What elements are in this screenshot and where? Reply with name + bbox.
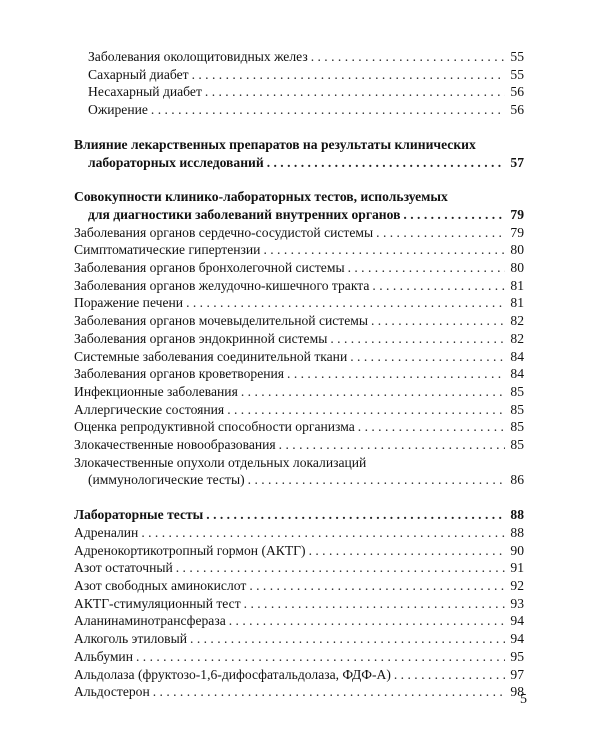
toc-entry-title: Алкоголь этиловый [74,631,188,647]
toc-entry-page: 88 [510,507,524,523]
leader-dots [229,612,505,630]
toc-entry-page: 98 [510,684,524,700]
toc-entry-page: 80 [510,260,524,276]
toc-entry-page: 55 [510,49,524,64]
toc-entry-page: 56 [510,102,524,118]
toc-entry [74,277,524,295]
toc-entry-page: 85 [510,437,524,453]
toc-entry-page: 85 [510,401,524,417]
leader-dots [192,66,505,84]
toc-entry-page: 57 [510,154,524,170]
leader-dots [190,630,505,648]
leader-dots [249,577,505,595]
leader-dots [376,224,505,242]
toc-entry-title: Альдостерон [74,684,150,700]
leader-dots [358,418,505,436]
toc-entry [74,630,524,648]
leader-dots [263,241,505,259]
toc-entry-title: Азот остаточный [74,560,173,576]
toc-entry [74,348,524,366]
toc-entry [74,401,524,419]
leader-dots [136,648,505,666]
leader-dots [241,383,505,401]
toc-entry-page: 95 [510,648,524,664]
toc-entry [74,330,524,348]
toc-entry [74,666,524,684]
toc-entry-title: Заболевания органов эндокринной системы [74,330,328,346]
toc-entry-page: 94 [510,613,524,629]
leader-dots [394,666,505,684]
toc-entry-title: Поражение печени [74,295,184,311]
toc-entry-title: (иммунологические тесты) [88,472,245,488]
toc-entry [74,418,524,436]
leader-dots [151,101,505,119]
table-of-contents [74,48,524,701]
toc-entry-page: 82 [510,313,524,329]
toc-entry [74,294,524,312]
leader-dots [267,154,505,172]
toc-entry-page: 85 [510,383,524,399]
toc-entry-title: Альбумин [74,648,133,664]
leader-dots [227,401,505,419]
toc-entry-page: 84 [510,348,524,364]
leader-dots [330,330,505,348]
leader-dots [309,542,505,560]
toc-entry-title: Инфекционные заболевания [74,383,238,399]
toc-entry-title: Аланинаминотрансфераза [74,613,226,629]
toc-entry [74,559,524,577]
toc-entry-title: Альдолаза (фруктозо-1,6-дифосфатальдолаза, ФДФ-А) [74,666,391,682]
toc-entry-title: Аллергические состояния [74,401,225,417]
toc-entry-page: 90 [510,542,524,558]
toc-entry-page: 82 [510,330,524,346]
leader-dots [350,348,505,366]
leader-dots [371,312,505,330]
toc-entry-title: Несахарный диабет [88,84,202,100]
leader-dots [403,206,505,224]
toc-entry-page: 79 [510,224,524,240]
leader-dots [205,83,505,101]
toc-entry [74,506,524,524]
toc-entry-title: Заболевания органов желудочно-кишечного тракта [74,277,370,293]
toc-entry [74,154,524,172]
toc-entry [74,648,524,666]
toc-entry-page: 93 [510,595,524,611]
toc-entry-title: лабораторных исследований [88,154,264,170]
toc-entry [74,224,524,242]
toc-entry-page: 94 [510,631,524,647]
toc-entry-title: Заболевания околощитовидных желез [88,49,308,64]
leader-dots [348,259,505,277]
toc-entry-title: Адреналин [74,524,139,540]
toc-entry-page: 55 [510,66,524,82]
toc-entry-page: 84 [510,366,524,382]
toc-entry-page: 88 [510,524,524,540]
leader-dots [186,294,505,312]
toc-entry [74,241,524,259]
toc-entry-page: 56 [510,84,524,100]
page-number: 5 [520,692,527,707]
leader-dots [244,595,505,613]
toc-entry-title: Заболевания органов мочевыделительной системы [74,313,368,329]
toc-entry-page: 86 [510,472,524,488]
toc-entry [74,83,524,101]
leader-dots [206,506,505,524]
toc-entry-title: Оценка репродуктивной способности организма [74,419,355,435]
toc-entry-title: Системные заболевания соединительной ткани [74,348,348,364]
toc-entry-page: 81 [510,277,524,293]
section-heading-sets: Совокупности клинико-лабораторных тестов, используемых [74,189,448,205]
toc-entry-page: 79 [510,206,524,222]
toc-entry [74,471,524,489]
leader-dots [176,559,505,577]
toc-entry-title: Заболевания органов сердечно-сосудистой системы [74,224,374,240]
toc-entry [74,542,524,560]
toc-entry-title: АКТГ-стимуляционный тест [74,595,241,611]
toc-entry-title: Злокачественные новообразования [74,437,276,453]
toc-entry-page: 97 [510,666,524,682]
leader-dots [311,48,505,66]
toc-entry-title: Заболевания органов кроветворения [74,366,285,382]
toc-entry [74,577,524,595]
toc-entry [74,312,524,330]
toc-entry-title-multiline: Злокачественные опухоли отдельных локализаций [74,454,367,470]
toc-entry [74,683,524,701]
toc-entry-title: Азот свободных аминокислот [74,577,247,593]
leader-dots [279,436,505,454]
leader-dots [287,365,505,383]
toc-entry-page: 85 [510,419,524,435]
toc-entry-page: 91 [510,560,524,576]
toc-entry [74,612,524,630]
toc-entry-page: 81 [510,295,524,311]
leader-dots [141,524,505,542]
toc-entry [74,101,524,119]
leader-dots [248,471,505,489]
toc-entry [74,48,524,66]
toc-entry [74,595,524,613]
leader-dots [153,683,505,701]
toc-entry-title: Сахарный диабет [88,66,189,82]
leader-dots [372,277,505,295]
toc-entry-title: для диагностики заболеваний внутренних органов [88,206,401,222]
toc-entry-title: Ожирение [88,102,148,118]
section-heading-influence: Влияние лекарственных препаратов на результаты клинических [74,136,476,152]
toc-entry-title: Адренокортикотропный гормон (АКТГ) [74,542,306,558]
toc-entry-page: 80 [510,242,524,258]
toc-entry [74,365,524,383]
toc-entry [74,524,524,542]
toc-entry [74,436,524,454]
section-heading-tests: Лабораторные тесты [74,507,204,523]
toc-entry-title: Симптоматические гипертензии [74,242,261,258]
toc-entry [74,259,524,277]
toc-entry [74,66,524,84]
toc-entry-title: Заболевания органов бронхолегочной системы [74,260,345,276]
toc-entry [74,383,524,401]
toc-entry [74,206,524,224]
toc-entry-page: 92 [510,577,524,593]
